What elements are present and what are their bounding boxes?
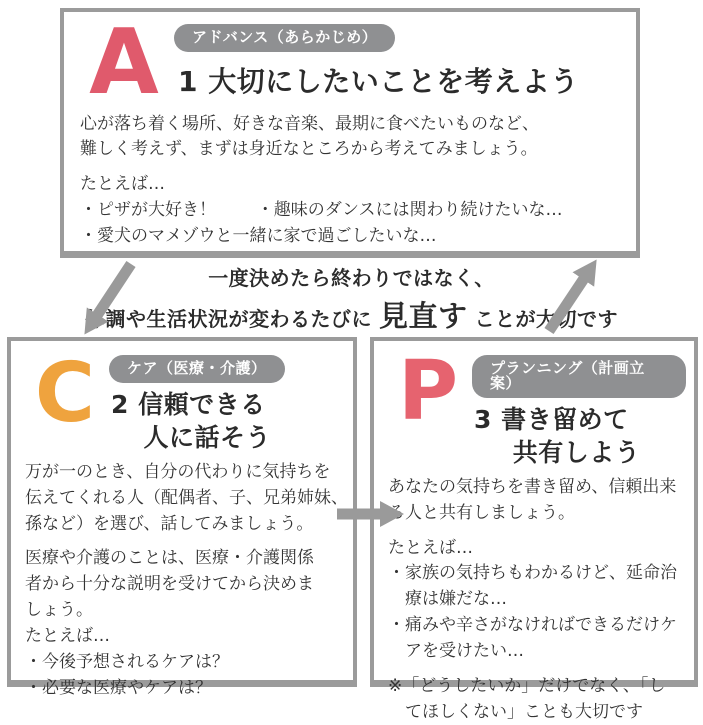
planning-heading-line2: 共有しよう	[512, 437, 641, 467]
text-line: 難しく考えず、まずは身近なところから考えてみましょう。	[80, 139, 538, 160]
text-line: 万が一のとき、自分の代わりに気持ちを	[25, 462, 331, 482]
cycle-note-line1: 一度決めたら終わりではなく、	[208, 266, 495, 290]
bullet-item: ・愛犬のマメゾウと一緒に家で過ごしたいな…	[80, 225, 437, 246]
example-label: たとえば…	[388, 537, 473, 558]
text-line: あなたの気持ちを書き留め、信頼出来	[388, 477, 677, 497]
bullet-item-continuation: 療は嫌だな…	[405, 589, 507, 610]
advance-letter: A	[89, 10, 159, 115]
bullet-item: ・ピザが大好き！	[80, 199, 216, 220]
text-line: しょう。	[25, 600, 93, 621]
example-label: たとえば…	[25, 625, 110, 646]
care-heading-line1: 2 信頼できる	[111, 390, 266, 419]
bullet-item: ・今後予想されるケアは？	[25, 651, 229, 672]
cycle-note-line2	[0, 294, 703, 335]
cycle-note-pre: 体調や生活状況が変わるたびに	[84, 307, 372, 331]
care-header-right	[109, 351, 345, 454]
cycle-note-post: ことが大切です	[474, 307, 618, 331]
cycle-note	[0, 262, 703, 335]
text-line: 伝えてくれる人（配偶者、子、兄弟姉妹、	[25, 487, 348, 508]
text-line: 孫など）を選び、話してみましょう。	[25, 513, 314, 534]
note-line-continuation: てほしくない」ことも大切です	[405, 701, 643, 722]
bullet-item: ・必要な医療やケアは？	[25, 677, 212, 698]
text-line: 医療や介護のことは、医療・介護関係	[25, 548, 314, 569]
bullet-item-continuation: アを受けたい…	[405, 640, 524, 661]
planning-header-right	[472, 351, 686, 469]
example-label: たとえば…	[80, 174, 165, 195]
bullet-item: ・趣味のダンスには関わり続けたいな…	[256, 199, 563, 220]
note-line: ※「どうしたいか」だけでなく、「し	[388, 675, 666, 696]
text-line: 者から十分な説明を受けてから決めま	[25, 574, 314, 595]
care-header	[11, 341, 353, 454]
planning-badge: プランニング（計画立案）	[472, 355, 686, 398]
planning-step-box	[370, 337, 698, 722]
text-line: 心が落ち着く場所、好きな音楽、最期に食べたいものなど、	[80, 113, 539, 134]
bullet-item: ・家族の気持ちもわかるけど、延命治	[388, 563, 677, 584]
emphasis-review-word: 見直す	[378, 299, 468, 333]
care-letter: C	[34, 346, 96, 441]
planning-body	[374, 469, 694, 725]
advance-heading: 1 大切にしたいことを考えよう	[178, 65, 579, 98]
text-line: る人と共有しましょう。	[388, 502, 575, 523]
care-body	[11, 454, 353, 701]
advance-badge: アドバンス（あらかじめ）	[174, 24, 395, 52]
planning-heading-line1: 3 書き留めて	[474, 405, 629, 434]
bullet-item: ・痛みや辛さがなければできるだけケ	[388, 615, 677, 636]
advance-body	[64, 106, 636, 250]
care-heading-line2: 人に話そう	[143, 422, 272, 452]
care-heading	[111, 389, 345, 454]
care-step-box	[7, 337, 357, 698]
advance-header-right	[174, 20, 626, 100]
advance-step-box	[60, 8, 640, 258]
planning-heading	[474, 404, 686, 469]
planning-header	[374, 341, 694, 469]
planning-letter: P	[397, 344, 459, 439]
bullet-row	[80, 198, 622, 224]
advance-header	[64, 10, 636, 115]
care-badge: ケア（医療・介護）	[109, 355, 285, 383]
